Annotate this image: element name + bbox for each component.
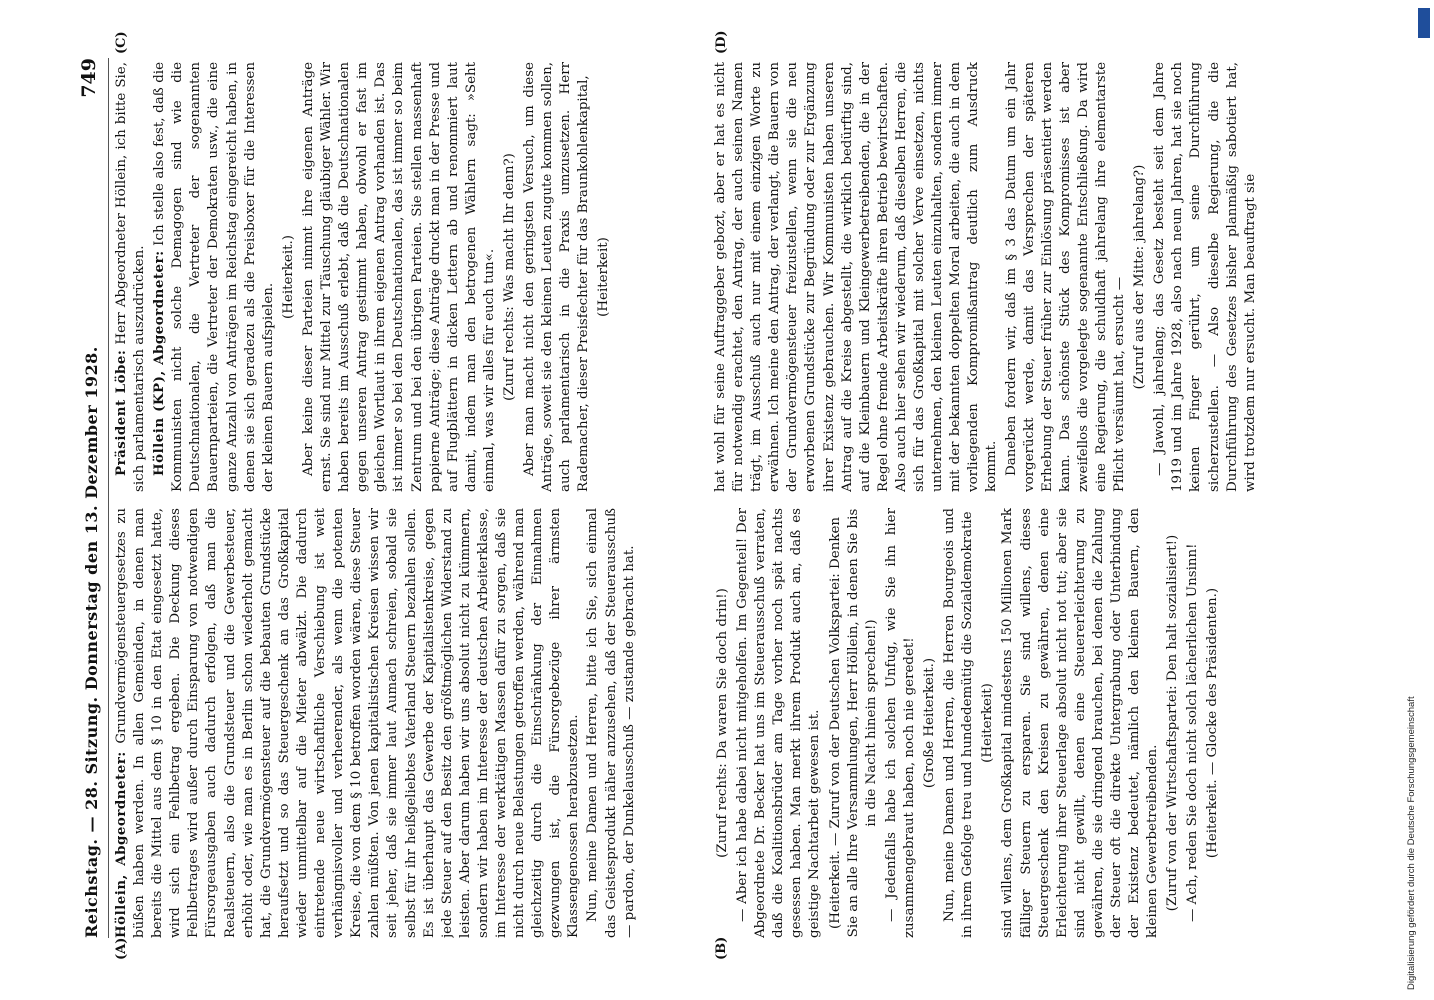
column-b (712, 508, 1302, 938)
margin-marker-b: (B) (714, 936, 729, 960)
page-header (78, 58, 109, 938)
interjection: (Heiterkeit.) (280, 235, 296, 319)
paragraph-text: Herr Abgeordneter Höllein, ich bitte Sie, sich parlamentarisch auszudrücken. (114, 62, 148, 492)
paragraph: Daneben fordern wir, daß im § 3 das Datum um ein Jahr vorgerückt werde, damit das Versprechen der späteren Erhebung der Steuer früher zur Einlösung präsentiert werden kann. Das schönste Stück des Kompromisses ist aber zweifellos die vorgelegte sogenannte Entschließung. Da wird eine Regierung, die schuldhaft jahrelang ihre elementarste Pflicht versäumt hat, ersucht — (1003, 62, 1128, 492)
column-a (112, 508, 702, 938)
speaker-name: Höllein (KP), Abgeordneter: (151, 250, 168, 476)
paragraph: sind willens, dem Großkapital mindestens 150 Millionen Mark fälliger Steuern zu ersparen. Sie sind willens, dieses Steuergeschenk den Kreisen zu gewähren, denen eine Erleichterung ihrer Steuerlage absolut nicht not tut; aber sie sind nicht gewillt, denen eine Steuererleichterung zu gewähren, die sie dringend brauchen, bei denen die Zahlung der Steuer oft die direkte Untergrabung oder Unterbindung der Existenz bedeutet, nämlich den kleinen Bauern, den kleinen Gewerbetreibenden. (1000, 508, 1161, 938)
interjection: (Heiterkeit) (980, 683, 996, 763)
margin-marker-a: (A) (114, 937, 129, 960)
paragraph: Aber keine dieser Parteien nimmt ihre eigenen Anträge ernst. Sie sind nur Mittel zur Täuschung gläubiger Wähler. Wir haben bereits im Ausschuß erlebt, daß die Deutschnationalen gegen unseren Antrag gestimmt haben, obwohl er fast im gleichen Wortlaut in ihrem eigenen Antrag vorhanden ist. Das ist immer so bei den Deutschnationalen, das ist immer so beim Zentrum und bei den übrigen Parteien. Sie stellen massenhaft papierne Anträge; diese Anträge druckt man in der Presse und auf Flugblättern in dicken Lettern ab und renommiert laut damit, indem man den betrogenen Wählern sagt: »Seht einmal, was wir alles für euch tun«. (300, 62, 497, 492)
paragraph: — Jedenfalls habe ich solchen Unfug, wie Sie ihn hier zusammengebraut haben, noch nie geredet! (883, 508, 917, 938)
paragraph: — Ach, reden Sie doch nicht solch lächerlichen Unsinn! (1185, 543, 1201, 922)
paragraph: Aber man macht nicht den geringsten Versuch, um diese Anträge, soweit sie den kleinen Leuten zugute kommen sollen, auch parlamentarisch in die Praxis umzusetzen. Herr Rademacher, dieser Preisfechter für das Braunkohlenkapital, (522, 62, 592, 492)
speaker-name: Präsident Löbe: (113, 349, 129, 476)
running-head: Reichstag. — 28. Sitzung. Donnerstag den 13. Dezember 1928. (82, 346, 101, 938)
paragraph-text: Ich stelle also fest, daß die Kommunisten nicht solche Demagogen sind wie die Deutschnationalen, die Vertreter der sogenannten Bauernparteien, die Vertreter der Demokraten usw., die eine ganze Anzahl von Anträgen im Reichstag eingereicht haben, in denen sie sich geradezu als die Preisboxer für die Interessen der kleinen Bauern aufspielen. (152, 62, 276, 492)
paragraph: hat wohl für seine Auftraggeber gebozt, aber er hat es nicht für notwendig erachtet, den Antrag, der auch seinen Namen trägt, im Ausschuß auch nur mit einem einzigen Worte zu erwähnen. Ich meine den Antrag, der verlangt, die Bauern von der Grundvermögensteuer freizustellen, wenn sie die neu erworbenen Grundstücke zur Begründung oder zur Ergänzung ihrer Existenz gebrauchen. Wir Kommunisten haben unseren Antrag auf die Kreise abgestellt, die wirklich bedürftig sind, auf die Kleinbauern und Kleingewerbetreibenden, die in der Regel ohne fremde Arbeitskräfte ihren Betrieb bewirtschaften. Also auch hier sehen wir wiederum, daß dieselben Herren, die sich für das Großkapital mit solcher Verve einsetzen, nichts unternehmen, den kleinen Leuten einzuhalten, sondern immer mit der bekannten doppelten Moral arbeiten, die auch in dem vorliegenden Kompromißantrag deutlich zum Ausdruck kommt. (713, 62, 1000, 492)
paragraph: Nun, meine Damen und Herren, die Herren Bourgeois und in ihrem Gefolge treu und hundedemütig die Sozialdemokratie (942, 508, 976, 938)
paragraph: — Aber ich habe dabei nicht mitgeholfen. Im Gegenteil! Der Abgeordnete Dr. Becker hat uns im Steuerausschuß verraten, daß die Koalitionsbrüder am Tage vorher noch spät nachts gesessen haben. Man merkt ihrem Produkt auch an, daß es geistige Nachtarbeit gewesen ist. (735, 508, 823, 938)
paragraph: Nun, meine Damen und Herren, bitte ich Sie, sich einmal das Geistesprodukt näher anzusehen, daß der Steuerausschuß — pardon, der Dunkelausschuß — zustande gebracht hat. (585, 508, 637, 938)
column-d (712, 62, 1302, 492)
speaker-name: Höllein, Abgeordneter: (113, 751, 129, 938)
interjection: (Zuruf von der Wirtschaftspartei: Den halt sozialisiert!) (1165, 534, 1181, 912)
paragraph: — Jawohl, jahrelang; das Gesetz besteht seit dem Jahre 1919 und im Jahre 1928, also nach neun Jahren, hat sie noch keinen Finger gerührt, um seine Durchführung sicherzustellen. — Also dieselbe Regierung, die die Durchführung des Gesetzes bisher planmäßig sabotiert hat, wird trotzdem nur ersucht. Man beauftragt sie (1152, 62, 1258, 492)
margin-marker-d: (D) (714, 30, 729, 54)
page-number: 749 (78, 58, 100, 98)
interjection: (Heiterkeit. — Zuruf von der Deutschen Volkspartei: Denken Sie an alle Ihre Versammlungen, Herr Höllein, in denen Sie bis in die Nacht hinein sprechen!) (827, 508, 879, 938)
margin-marker-c: (C) (114, 31, 129, 54)
paragraph (150, 62, 278, 492)
paragraph-text: Grundvermögensteuergesetzes zu büßen haben werden. In allen Gemeinden, in denen man bereits die Mittel aus dem § 10 in den Etat eingesetzt hatte, wird sich ein Fehlbetrag ergeben. Die Deckung dieses Fehlbetrages wird außer durch Einsparung von notwendigen Fürsorgeausgaben auch dadurch erfolgen, daß man die Realsteuern, also die Grundsteuer und die Gewerbesteuer, erhöht oder, wie man es in Berlin schon wiederholt gemacht hat, die Grundvermögensteuer auf die bebauten Grundstücke heraufsetzt und so das Steuergeschenk an das Großkapital wieder unmittelbar auf die Mieter abwälzt. Die dadurch eintretende neue wirtschaftliche Verschiebung ist weit verhängnisvoller und verheerender, als wenn die potenten Kreise, die von dem § 10 betroffen worden wären, diese Steuer zahlen müßten. Von jenen kapitalistischen Kreisen wissen wir seit jeher, daß sie immer laut Aumach schreien, sobald sie selbst für ihr heißgeliebtes Vaterland Steuern bezahlen sollen. Es ist überhaupt das Gewerbe der Kapitalistenkreise, gegen jede Steuer auf den Besitz den größtmöglichen Widerstand zu leisten. Aber darum haben wir uns absolut nicht zu kümmern, sondern wir haben im Interesse der deutschen Arbeiterklasse, im Interesse der werktätigen Massen dafür zu sorgen, daß sie nicht durch neue Belastungen getroffen werden, während man gleichzeitig durch die Einschränkung der Einnahmen gezwungen ist, die Fürsorgebezüge ihrer ärmsten Klassengenossen herabzusetzen. (114, 508, 582, 938)
interjection: (Zuruf rechts: Da waren Sie doch drin!) (715, 588, 730, 858)
digitization-credit (1404, 10, 1428, 990)
interjection: (Große Heiterkeit.) (922, 657, 938, 789)
interjection: (Heiterkeit. — Glocke des Präsidenten.) (1205, 587, 1221, 859)
interjection: (Zuruf rechts: Was macht Ihr denn?) (501, 153, 517, 401)
digitization-credit-text: Digitalisierung gefördert durch die Deutsche Forschungsgemeinschaft (1406, 696, 1417, 990)
interjection: (Zuruf aus der Mitte: jahrelang?) (1132, 164, 1148, 390)
column-c (112, 62, 702, 492)
paragraph (112, 508, 583, 938)
paragraph (112, 62, 149, 492)
dfg-logo-icon (1418, 8, 1430, 38)
interjection: (Heiterkeit) (596, 237, 612, 317)
